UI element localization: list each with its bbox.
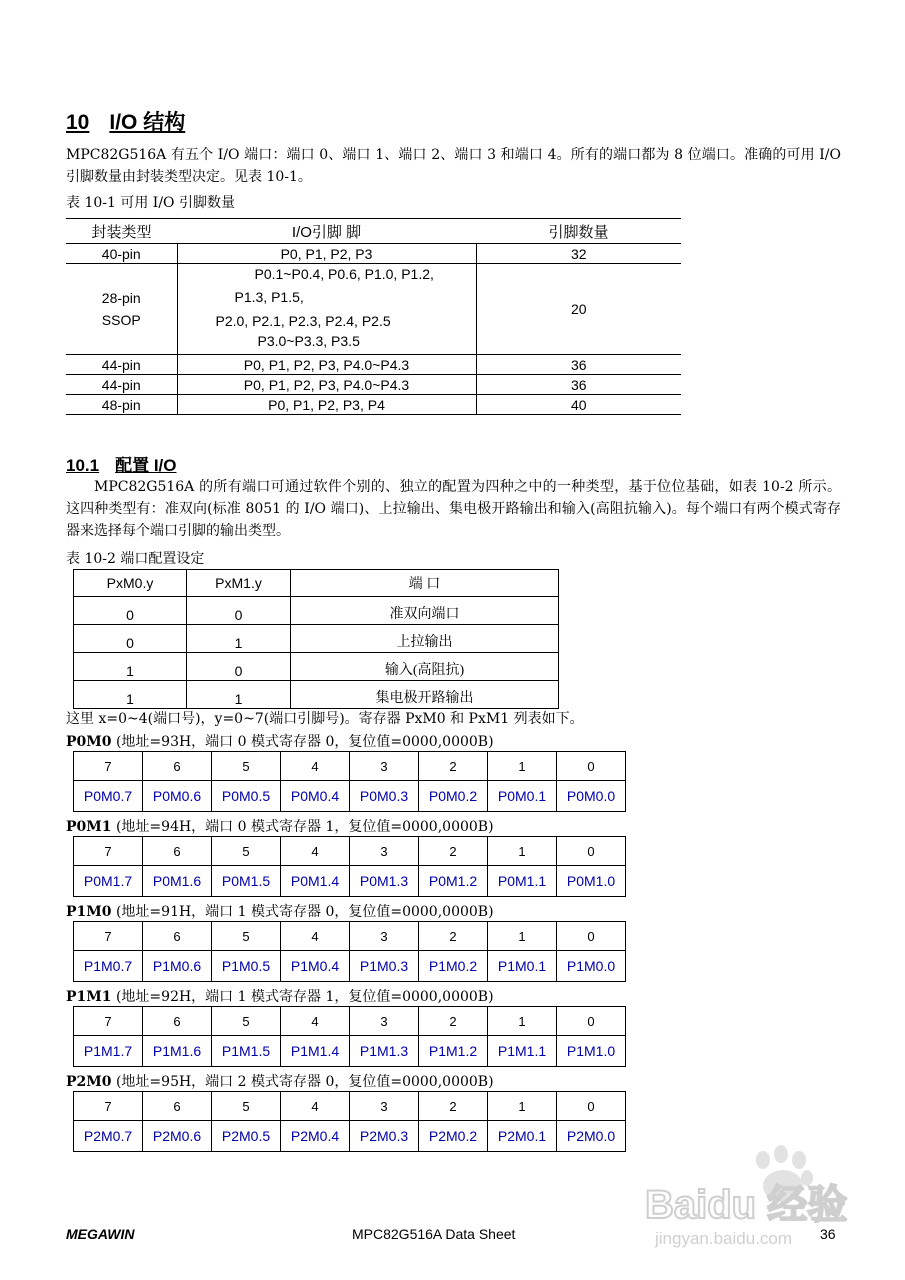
bit-name-row bbox=[74, 951, 626, 982]
register-desc: (地址=94H，端口 0 模式寄存器 1，复位值=0000,0000B) bbox=[111, 819, 494, 835]
bit-number: 1 bbox=[488, 1092, 557, 1121]
watermark-url: jingyan.baidu.com bbox=[655, 1229, 793, 1248]
table-row bbox=[66, 355, 681, 375]
io-pin-table bbox=[66, 218, 681, 415]
bit-number: 3 bbox=[350, 922, 419, 951]
bit-name: P2M0.4 bbox=[281, 1121, 350, 1152]
bit-number: 6 bbox=[143, 922, 212, 951]
bit-name: P1M0.2 bbox=[419, 951, 488, 982]
package-line: 28-pin bbox=[101, 290, 141, 306]
section-heading bbox=[66, 106, 185, 136]
bit-name: P1M0.0 bbox=[557, 951, 626, 982]
bit-name: P0M0.4 bbox=[281, 781, 350, 812]
bit-number: 1 bbox=[488, 922, 557, 951]
bit-name: P0M1.3 bbox=[350, 866, 419, 897]
pins-line: P0.1~P0.4, P0.6, P1.0, P1.2, bbox=[254, 266, 434, 282]
register-desc: (地址=95H，端口 2 模式寄存器 0，复位值=0000,0000B) bbox=[111, 1074, 494, 1090]
bit-number: 3 bbox=[350, 1092, 419, 1121]
bit-name-row bbox=[74, 1121, 626, 1152]
cell-pins: P0, P1, P2, P3, P4.0~P4.3 bbox=[177, 355, 476, 375]
bit-number: 7 bbox=[74, 1092, 143, 1121]
bit-name: P0M0.1 bbox=[488, 781, 557, 812]
bit-name: P1M1.7 bbox=[74, 1036, 143, 1067]
cell-package: 40-pin bbox=[66, 244, 177, 264]
cell-pxm0: 1 bbox=[74, 653, 187, 681]
register-desc: (地址=93H，端口 0 模式寄存器 0，复位值=0000,0000B) bbox=[111, 734, 494, 750]
footer-brand: MEGAWIN bbox=[66, 1226, 135, 1242]
cell-pins bbox=[177, 264, 476, 355]
table-row bbox=[66, 244, 681, 264]
register-label bbox=[66, 731, 494, 751]
register-name: P1M1 bbox=[66, 989, 112, 1005]
bit-name: P0M1.5 bbox=[212, 866, 281, 897]
bit-number: 6 bbox=[143, 1092, 212, 1121]
bit-name: P0M0.0 bbox=[557, 781, 626, 812]
section-number: 10 bbox=[66, 111, 90, 134]
bit-name: P0M1.6 bbox=[143, 866, 212, 897]
register-label bbox=[66, 986, 494, 1006]
bit-name: P0M0.2 bbox=[419, 781, 488, 812]
bit-number: 4 bbox=[281, 837, 350, 866]
cell-count: 40 bbox=[476, 395, 681, 415]
bit-name: P0M1.7 bbox=[74, 866, 143, 897]
bit-number: 7 bbox=[74, 1007, 143, 1036]
bit-number: 5 bbox=[212, 922, 281, 951]
intro-paragraph: MPC82G516A 有五个 I/O 端口：端口 0、端口 1、端口 2、端口 3 和端口 4。所有的端口都为 8 位端口。准确的可用 I/O 引脚数量由封装类型决定。见表 10-1。 bbox=[66, 147, 841, 185]
bit-number: 4 bbox=[281, 1007, 350, 1036]
table-row bbox=[74, 597, 559, 625]
register-table bbox=[73, 836, 626, 897]
bit-number: 0 bbox=[557, 1007, 626, 1036]
register-note: 这里 x=0~4(端口号)，y=0~7(端口引脚号)。寄存器 PxM0 和 PxM1 列表如下。 bbox=[66, 711, 584, 727]
bit-number: 6 bbox=[143, 837, 212, 866]
bit-number-row bbox=[74, 1092, 626, 1121]
bit-number: 2 bbox=[419, 1092, 488, 1121]
subsection-number: 10.1 bbox=[66, 456, 100, 475]
cell-pins: P0, P1, P2, P3, P4.0~P4.3 bbox=[177, 375, 476, 395]
bit-number: 6 bbox=[143, 752, 212, 781]
cell-package: 44-pin bbox=[66, 355, 177, 375]
footer-page-number: 36 bbox=[820, 1226, 836, 1242]
table-row bbox=[66, 395, 681, 415]
bit-name: P0M1.1 bbox=[488, 866, 557, 897]
bit-name: P1M1.6 bbox=[143, 1036, 212, 1067]
bit-name: P2M0.1 bbox=[488, 1121, 557, 1152]
cell-mode: 输入(高阻抗) bbox=[291, 653, 559, 681]
bit-number-row bbox=[74, 752, 626, 781]
bit-name: P1M1.1 bbox=[488, 1036, 557, 1067]
bit-number-row bbox=[74, 837, 626, 866]
cell-pxm0: 1 bbox=[74, 681, 187, 709]
subsection-title: 配置 I/O bbox=[115, 456, 177, 475]
package-line: SSOP bbox=[101, 312, 141, 328]
register-name: P0M0 bbox=[66, 734, 112, 750]
bit-number-row bbox=[74, 922, 626, 951]
cell-package: 44-pin bbox=[66, 375, 177, 395]
table2-caption: 表 10-2 端口配置设定 bbox=[66, 551, 205, 567]
pins-line: P1.3, P1.5, bbox=[234, 289, 304, 305]
footer-title: MPC82G516A Data Sheet bbox=[352, 1226, 516, 1242]
cell-pins: P0, P1, P2, P3, P4 bbox=[177, 395, 476, 415]
bit-name: P1M1.4 bbox=[281, 1036, 350, 1067]
bit-name: P0M0.7 bbox=[74, 781, 143, 812]
bit-name: P1M0.7 bbox=[74, 951, 143, 982]
pins-line: P2.0, P2.1, P2.3, P2.4, P2.5 bbox=[215, 313, 391, 329]
register-name: P2M0 bbox=[66, 1074, 112, 1090]
table-row bbox=[66, 375, 681, 395]
cell-count: 36 bbox=[476, 375, 681, 395]
bit-name: P0M0.3 bbox=[350, 781, 419, 812]
bit-number: 5 bbox=[212, 1092, 281, 1121]
register-name: P0M1 bbox=[66, 819, 112, 835]
register-table bbox=[73, 1091, 626, 1152]
bit-number: 2 bbox=[419, 752, 488, 781]
cell-mode: 上拉输出 bbox=[291, 625, 559, 653]
register-label bbox=[66, 901, 494, 921]
cell-pxm1: 0 bbox=[187, 653, 291, 681]
register-name: P1M0 bbox=[66, 904, 112, 920]
table-row bbox=[74, 625, 559, 653]
table-row bbox=[74, 681, 559, 709]
bit-number: 7 bbox=[74, 752, 143, 781]
bit-number: 0 bbox=[557, 837, 626, 866]
watermark-logo: Baidu 经验 bbox=[645, 1183, 848, 1227]
register-table bbox=[73, 751, 626, 812]
cell-mode: 集电极开路输出 bbox=[291, 681, 559, 709]
bit-number: 3 bbox=[350, 837, 419, 866]
bit-number: 5 bbox=[212, 837, 281, 866]
bit-number: 4 bbox=[281, 752, 350, 781]
table-row bbox=[74, 653, 559, 681]
bit-name-row bbox=[74, 866, 626, 897]
bit-number: 7 bbox=[74, 837, 143, 866]
bit-name: P2M0.2 bbox=[419, 1121, 488, 1152]
bit-number: 4 bbox=[281, 922, 350, 951]
bit-name: P2M0.3 bbox=[350, 1121, 419, 1152]
cell-pxm0: 0 bbox=[74, 625, 187, 653]
bit-number: 2 bbox=[419, 922, 488, 951]
bit-name: P1M0.3 bbox=[350, 951, 419, 982]
bit-name: P0M1.0 bbox=[557, 866, 626, 897]
bit-name: P1M1.5 bbox=[212, 1036, 281, 1067]
table1-caption: 表 10-1 可用 I/O 引脚数量 bbox=[66, 195, 235, 211]
bit-name: P1M0.6 bbox=[143, 951, 212, 982]
cell-count: 32 bbox=[476, 244, 681, 264]
bit-name: P0M0.5 bbox=[212, 781, 281, 812]
header-pxm0: PxM0.y bbox=[74, 570, 187, 597]
cell-pxm0: 0 bbox=[74, 597, 187, 625]
bit-number: 3 bbox=[350, 1007, 419, 1036]
bit-number: 0 bbox=[557, 1092, 626, 1121]
cell-pxm1: 0 bbox=[187, 597, 291, 625]
section-title: I/O 结构 bbox=[109, 111, 186, 134]
cell-count: 20 bbox=[476, 264, 681, 355]
register-table bbox=[73, 1006, 626, 1067]
bit-number: 1 bbox=[488, 1007, 557, 1036]
bit-number: 3 bbox=[350, 752, 419, 781]
cell-mode: 准双向端口 bbox=[291, 597, 559, 625]
bit-name: P0M0.6 bbox=[143, 781, 212, 812]
bit-name: P1M0.4 bbox=[281, 951, 350, 982]
header-pxm1: PxM1.y bbox=[187, 570, 291, 597]
pins-line: P3.0~P3.3, P3.5 bbox=[257, 333, 360, 349]
table2-header-row bbox=[74, 570, 559, 597]
subsection-heading bbox=[66, 451, 177, 476]
bit-name: P2M0.0 bbox=[557, 1121, 626, 1152]
register-label bbox=[66, 816, 494, 836]
port-config-table bbox=[73, 569, 559, 709]
cell-pxm1: 1 bbox=[187, 681, 291, 709]
header-pin-count: 引脚数量 bbox=[476, 219, 681, 244]
register-table bbox=[73, 921, 626, 982]
bit-number: 5 bbox=[212, 752, 281, 781]
bit-number: 7 bbox=[74, 922, 143, 951]
bit-number: 5 bbox=[212, 1007, 281, 1036]
header-port: 端 口 bbox=[291, 570, 559, 597]
cell-package bbox=[66, 264, 177, 355]
register-label bbox=[66, 1071, 494, 1091]
bit-name: P1M0.1 bbox=[488, 951, 557, 982]
bit-name: P2M0.6 bbox=[143, 1121, 212, 1152]
bit-number: 0 bbox=[557, 922, 626, 951]
bit-name: P0M1.4 bbox=[281, 866, 350, 897]
bit-number: 0 bbox=[557, 752, 626, 781]
table1-header-row bbox=[66, 219, 681, 244]
bit-name: P2M0.7 bbox=[74, 1121, 143, 1152]
table-row bbox=[66, 264, 681, 355]
bit-name: P1M1.0 bbox=[557, 1036, 626, 1067]
config-paragraph: MPC82G516A 的所有端口可通过软件个别的、独立的配置为四种之中的一种类型，基于位位基础，如表 10-2 所示。这四种类型有：准双向(标准 8051 的 I/O 端口)、上拉输出、集电极开路输出和输入(高阻抗输入)。每个端口有两个模式寄存器来选择每个端口引脚的输出类型。 bbox=[66, 479, 841, 539]
bit-number: 6 bbox=[143, 1007, 212, 1036]
cell-pins: P0, P1, P2, P3 bbox=[177, 244, 476, 264]
bit-name-row bbox=[74, 781, 626, 812]
bit-number: 1 bbox=[488, 837, 557, 866]
register-desc: (地址=92H，端口 1 模式寄存器 1，复位值=0000,0000B) bbox=[111, 989, 494, 1005]
bit-name: P1M0.5 bbox=[212, 951, 281, 982]
header-io-pins: I/O引脚 脚 bbox=[177, 219, 476, 244]
bit-name: P2M0.5 bbox=[212, 1121, 281, 1152]
bit-number: 2 bbox=[419, 837, 488, 866]
bit-number: 1 bbox=[488, 752, 557, 781]
bit-number: 4 bbox=[281, 1092, 350, 1121]
bit-name: P1M1.2 bbox=[419, 1036, 488, 1067]
cell-count: 36 bbox=[476, 355, 681, 375]
bit-name: P0M1.2 bbox=[419, 866, 488, 897]
cell-package: 48-pin bbox=[66, 395, 177, 415]
bit-number: 2 bbox=[419, 1007, 488, 1036]
cell-pxm1: 1 bbox=[187, 625, 291, 653]
bit-name-row bbox=[74, 1036, 626, 1067]
register-desc: (地址=91H，端口 1 模式寄存器 0，复位值=0000,0000B) bbox=[111, 904, 494, 920]
bit-name: P1M1.3 bbox=[350, 1036, 419, 1067]
bit-number-row bbox=[74, 1007, 626, 1036]
header-package: 封装类型 bbox=[66, 219, 177, 244]
